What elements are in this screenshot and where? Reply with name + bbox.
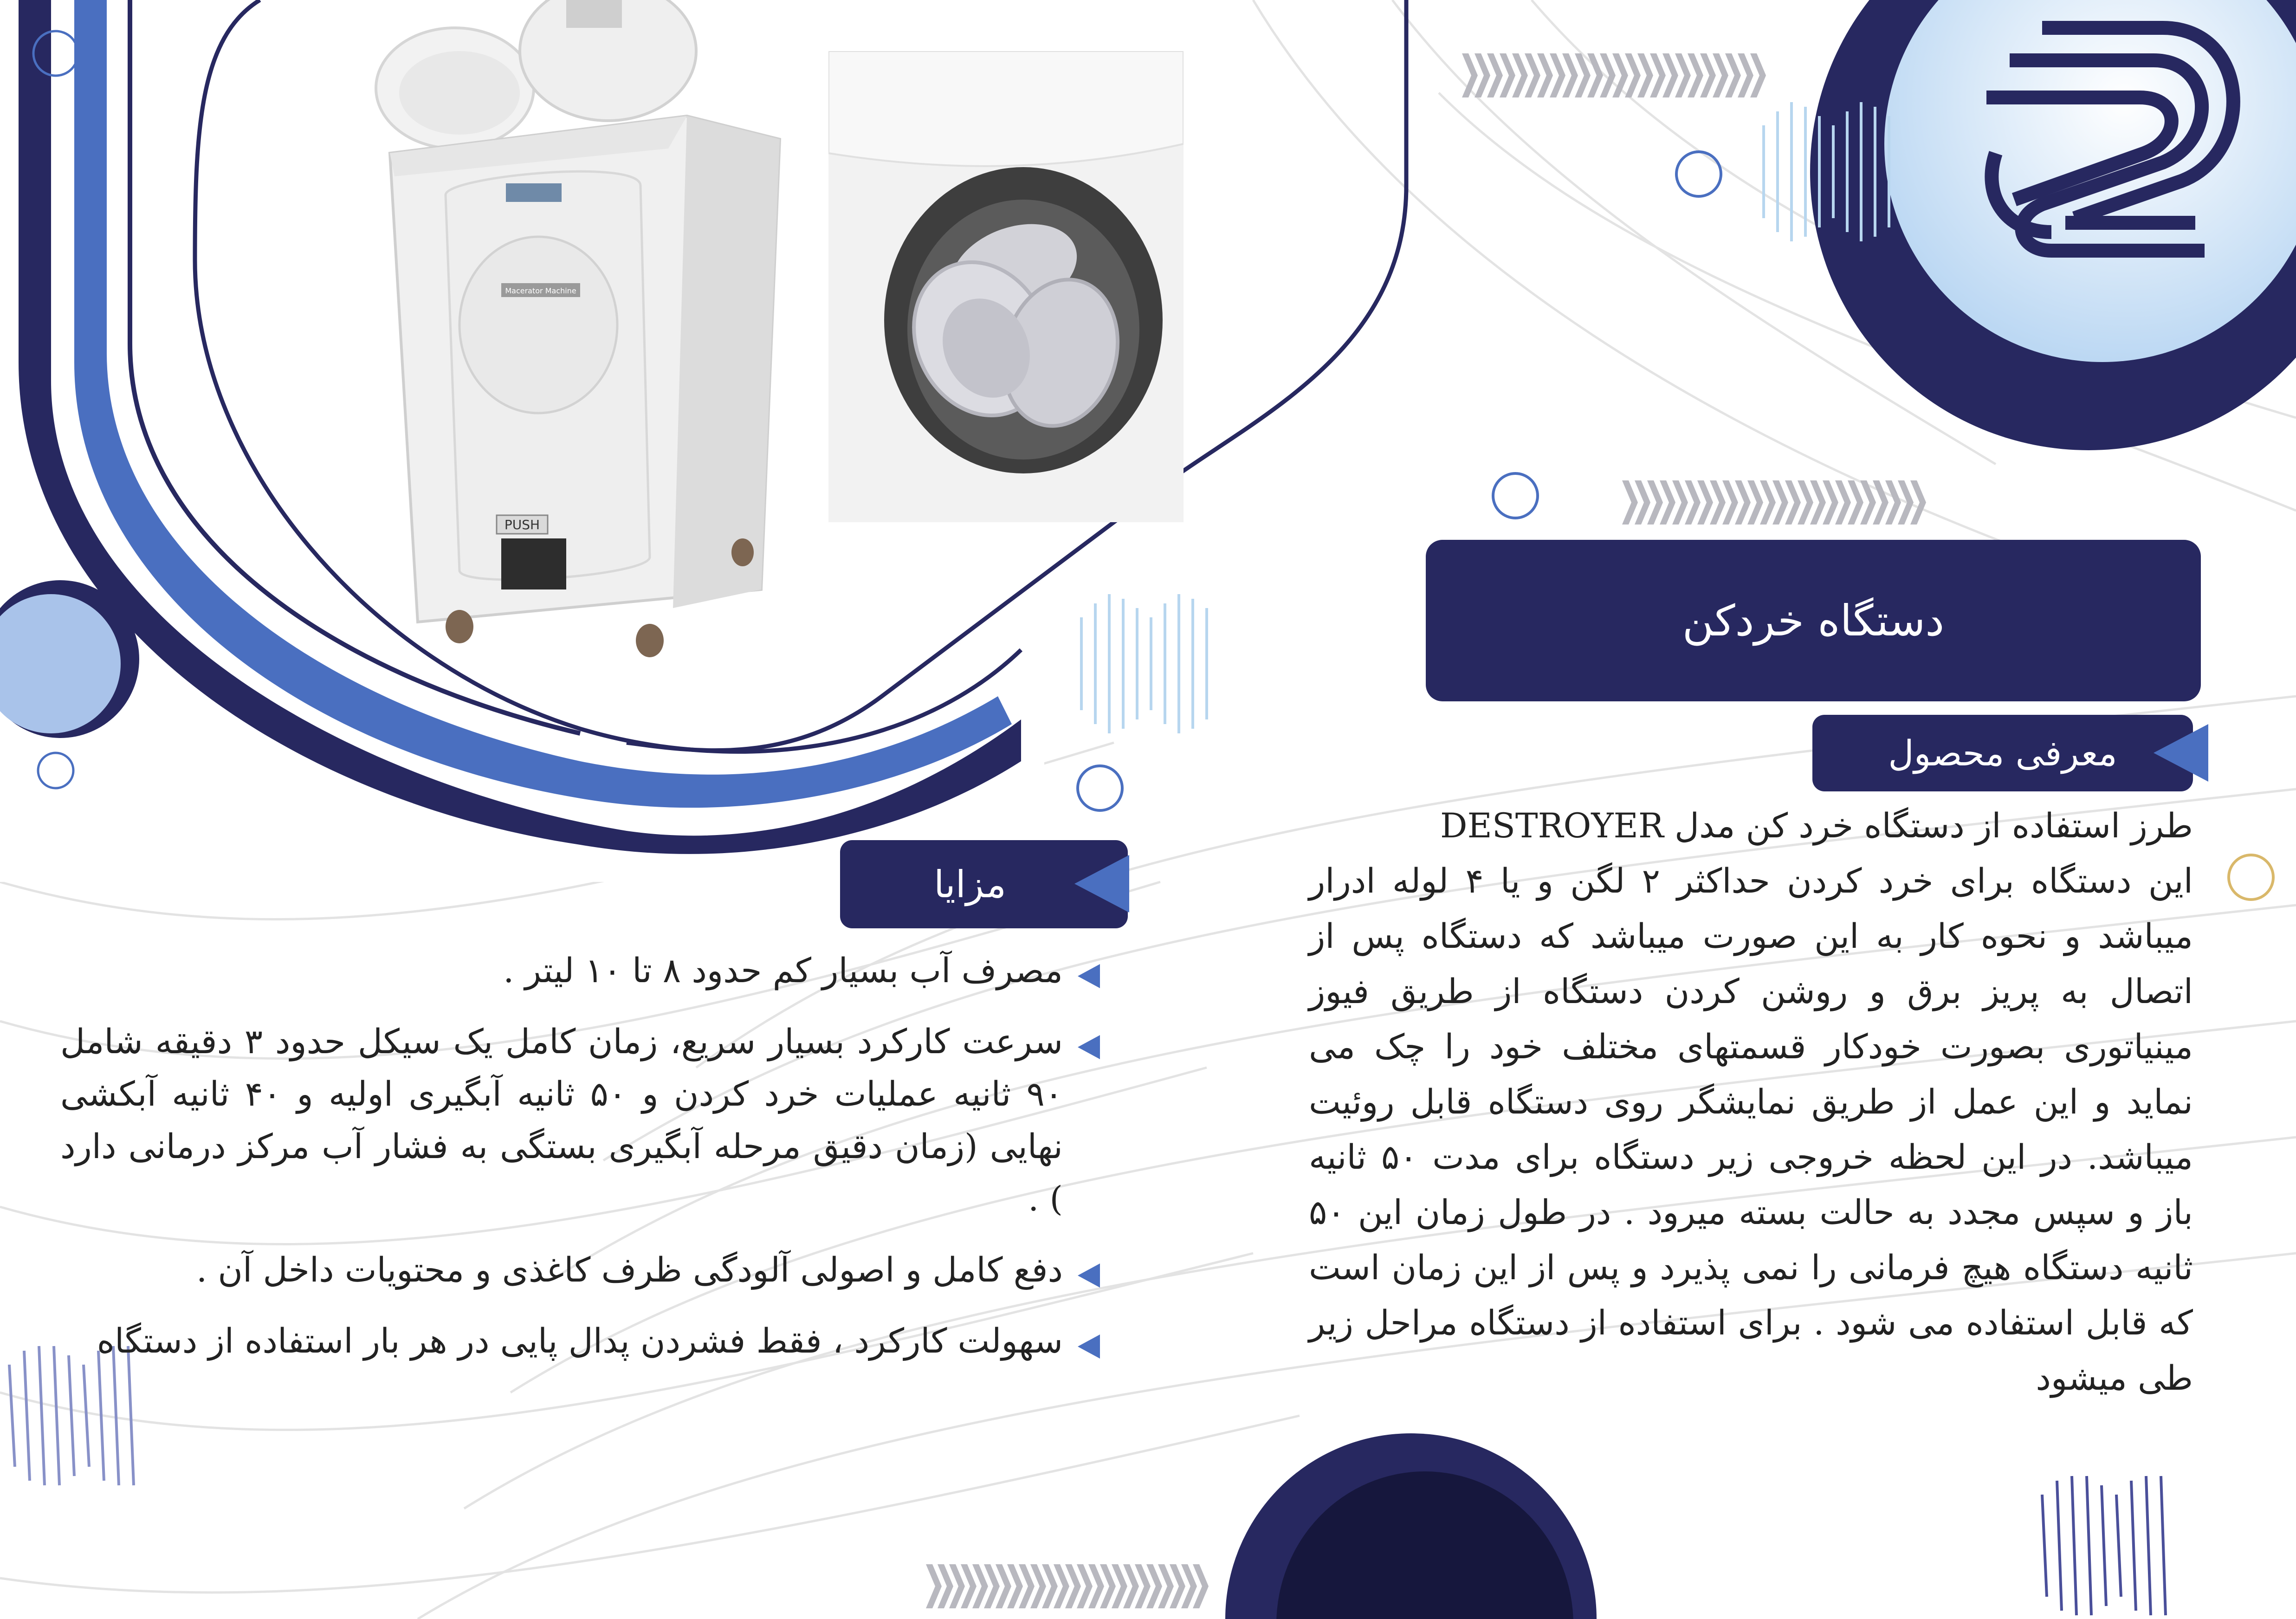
intro-line: طرز استفاده از دستگاه خرد کن مدل DESTROYER bbox=[1440, 806, 2193, 846]
advantage-item bbox=[60, 1016, 1100, 1225]
advantages-list bbox=[60, 945, 1100, 1386]
chevron-mark bbox=[1622, 480, 1638, 525]
push-label: PUSH bbox=[504, 517, 540, 532]
triangle-bullet-icon bbox=[1078, 1334, 1100, 1359]
product-title-box bbox=[1426, 540, 2201, 701]
pattern-line bbox=[2087, 1476, 2091, 1615]
triangle-bullet-icon bbox=[1078, 1263, 1100, 1288]
page-title: دستگاه خردکن bbox=[1682, 596, 1945, 646]
triangle-bullet-icon bbox=[1078, 964, 1100, 988]
pattern-line bbox=[9, 1365, 15, 1467]
intro-heading: معرفی محصول bbox=[1888, 732, 2117, 774]
pattern-line bbox=[2116, 1495, 2121, 1597]
chevron-stripe-mid bbox=[1622, 480, 1926, 525]
machine-photo bbox=[362, 0, 831, 687]
advantage-item bbox=[60, 1244, 1100, 1296]
pattern-line bbox=[39, 1346, 45, 1485]
advantage-text: مصرف آب بسیار کم حدود ۸ تا ۱۰ لیتر . bbox=[503, 951, 1063, 991]
intro-paragraph: این دستگاه برای خرد کردن حداکثر ۲ لگن و یا ۴ لوله ادرار میباشد و نحوه کار به این صورت میباشد که دستگاه پس از اتصال به پریز برق و روشن کردن دستگاه از طریق فیوز مینیاتوری بصورت خودکار قسمتهای مختلف خود را چک می نماید و این عمل از طریق نمایشگر روی دستگاه قابل روئیت میباشد. در این لحظه خروجی زیر دستگاه برای مدت ۵۰ ثانیه باز و سپس مجدد به حالت بسته میرود . در طول زمان این ۵۰ ثانیه دستگاه هیچ فرمانی را نمی پذیرد و پس از این زمان است که قابل استفاده می شود . برای استفاده از دستگاه مراحل زیر طی میشود bbox=[1309, 861, 2193, 1398]
pattern-line bbox=[2131, 1481, 2136, 1611]
pattern-line bbox=[2057, 1481, 2062, 1611]
machine-panel-text: Macerator Machine bbox=[505, 286, 576, 295]
pattern-line bbox=[2102, 1485, 2106, 1606]
advantages-heading: مزایا bbox=[934, 862, 1006, 906]
advantage-text: دفع کامل و اصولی آلودگی ظرف کاغذی و محتویات داخل آن . bbox=[196, 1250, 1063, 1290]
line-pattern-center bbox=[1081, 594, 1207, 733]
chevron-mark bbox=[926, 1564, 942, 1608]
advantage-text: سهولت کارکرد ، فقط فشردن پدال پایی در هر بار استفاده از دستگاه bbox=[97, 1321, 1063, 1361]
pattern-line bbox=[2161, 1476, 2166, 1615]
triangle-bullet-icon bbox=[1078, 1035, 1100, 1059]
pattern-line bbox=[54, 1346, 59, 1485]
advantages-heading-arrow-icon bbox=[1074, 855, 1129, 913]
line-pattern-right bbox=[2042, 1476, 2166, 1615]
pattern-line bbox=[24, 1351, 30, 1481]
advantage-item bbox=[60, 1315, 1100, 1367]
chevron-mark bbox=[1462, 53, 1478, 97]
pattern-line bbox=[2042, 1495, 2047, 1597]
pattern-line bbox=[2146, 1476, 2151, 1615]
pattern-line bbox=[2072, 1476, 2076, 1615]
intro-heading-box bbox=[1812, 715, 2193, 791]
chevron-stripe-bottom bbox=[926, 1564, 1209, 1608]
interior-photo bbox=[828, 51, 1184, 522]
chevron-stripe-top bbox=[1462, 53, 1766, 97]
advantage-item bbox=[60, 945, 1100, 997]
intro-heading-arrow-icon bbox=[2154, 724, 2208, 782]
intro-text bbox=[1309, 798, 2193, 1406]
advantage-text: سرعت کارکرد بسیار سریع، زمان کامل یک سیکل حدود ۳ دقیقه شامل ۹۰ ثانیه عملیات خرد کردن و ۵۰ ثانیه آبگیری اولیه و ۴۰ ثانیه آبکشی نهایی (زمان دقیق مرحله آبگیری بستگی به فشار آب مرکز درمانی دارد ) . bbox=[60, 1022, 1063, 1219]
